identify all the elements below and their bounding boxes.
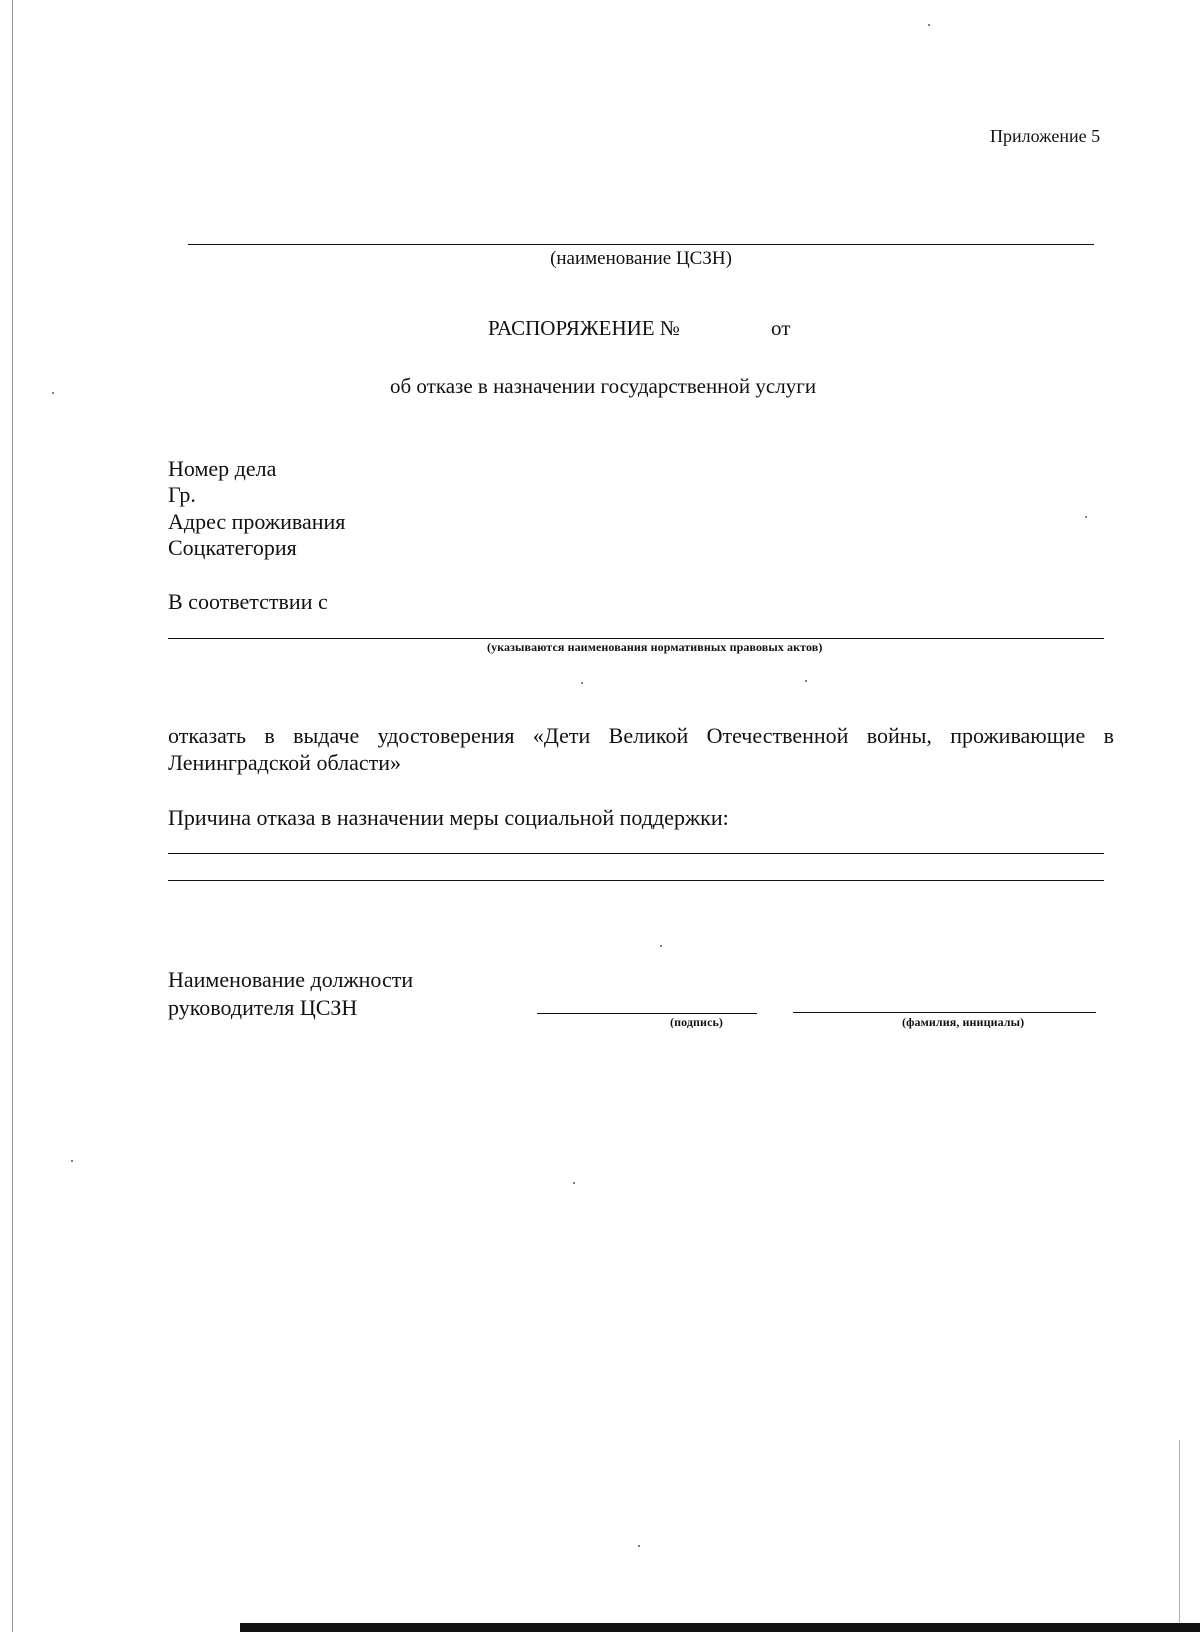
field-social-category: Соцкатегория <box>168 535 297 560</box>
scan-speck <box>52 392 54 394</box>
scan-speck <box>573 1182 575 1184</box>
scan-left-edge <box>12 0 13 1632</box>
basis-lead: В соответствии с <box>168 589 328 614</box>
basis-line <box>168 638 1104 639</box>
scan-bottom-edge <box>240 1623 1200 1632</box>
field-case-number: Номер дела <box>168 456 277 481</box>
signature-line <box>537 1013 757 1014</box>
scan-speck <box>638 1545 640 1547</box>
reason-line-2 <box>168 880 1104 881</box>
signature-caption: (подпись) <box>670 1015 724 1029</box>
org-name-line <box>188 244 1094 245</box>
reason-line-1 <box>168 853 1104 854</box>
field-citizen: Гр. <box>168 482 196 507</box>
order-title: РАСПОРЯЖЕНИЕ № <box>488 316 680 340</box>
name-line <box>793 1012 1096 1013</box>
decision-text: отказать в выдаче удостоверения «Дети Великой Отечественной войны, проживающие в Ленинградской области» <box>168 723 1114 775</box>
appendix-label: Приложение 5 <box>990 126 1101 146</box>
scan-speck <box>660 945 662 947</box>
signature-position-line2: руководителя ЦСЗН <box>168 995 358 1020</box>
signature-position-line1: Наименование должности <box>168 967 414 992</box>
scan-speck <box>1085 516 1087 518</box>
scan-right-edge <box>1179 1440 1180 1632</box>
scan-speck <box>71 1160 73 1162</box>
field-address: Адрес проживания <box>168 509 346 534</box>
name-caption: (фамилия, инициалы) <box>902 1015 1025 1029</box>
reason-label: Причина отказа в назначении меры социальной поддержки: <box>168 805 729 830</box>
basis-caption: (указываются наименования нормативных правовых актов) <box>487 640 823 654</box>
scan-speck <box>928 24 930 26</box>
org-name-caption: (наименование ЦСЗН) <box>550 248 732 269</box>
order-subtitle: об отказе в назначении государственной услуги <box>390 374 817 398</box>
scan-speck <box>581 682 583 684</box>
scan-speck <box>805 680 807 682</box>
order-date-word: от <box>771 316 791 340</box>
